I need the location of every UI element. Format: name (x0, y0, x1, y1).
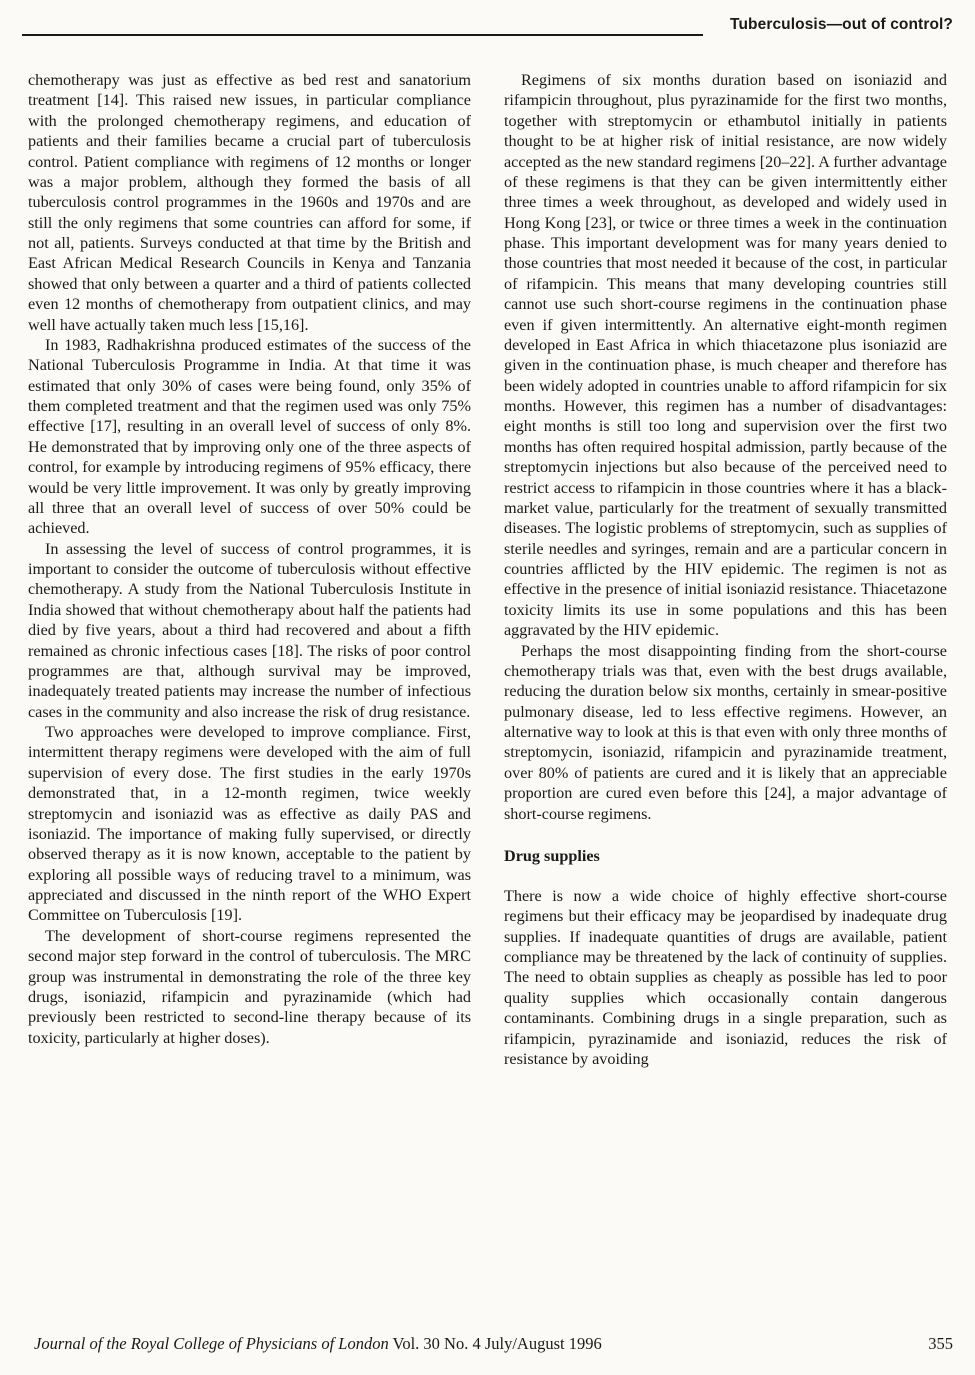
left-column (28, 70, 471, 1048)
paragraph: The development of short-course regimens represented the second major step forward in the control of tuberculosis. The MRC group was instrumental in demonstrating the role of the three key drugs, isoniazid, rifampicin and pyrazinamide (which had previously been restricted to second-line therapy because of its toxicity, particularly at higher doses). (28, 926, 471, 1047)
paragraph: chemotherapy was just as effective as bed rest and sanatorium treatment [14]. This raised new issues, in particular compliance with the prolonged chemotherapy regimens, and education of patients and their families became a crucial part of tuberculosis control. Patient compliance with regimens of 12 months or longer was a major problem, although they formed the basis of all tuberculosis control programmes in the 1960s and 1970s and are still the only regimens that some countries can afford for some, if not all, patients. Surveys conducted at that time by the British and East African Medical Research Councils in Kenya and Tanzania showed that only between a quarter and a third of patients collected even 12 months of chemotherapy from outpatient clinics, and may well have actually taken much less [15,16]. (28, 71, 471, 334)
running-title: Tuberculosis—out of control? (730, 16, 953, 33)
paragraph: In assessing the level of success of control programmes, it is important to consider the outcome of tuberculosis without effective chemotherapy. A study from the National Tuberculosis Institute in India showed that without chemotherapy about half the patients had died by five years, about a third had recovered and about a fifth remained as chronic infectious cases [18]. The risks of poor control programmes are that, although survival may be improved, inadequately treated patients may increase the number of infectious cases in the community and also increase the risk of drug resistance. (28, 539, 471, 721)
right-column (504, 70, 947, 1069)
header-rule (22, 34, 703, 36)
page-footer (34, 1334, 955, 1358)
paragraph: In 1983, Radhakrishna produced estimates of the success of the National Tuberculosis Programme in India. At that time it was estimated that only 30% of cases were being found, only 35% of them completed treatment and that the regimen used was only 75% effective [17], resulting in an overall level of success of only 8%. He demonstrated that by improving only one of the three aspects of control, for example by introducing regimens of 95% efficacy, there would be very little improvement. It was only by greatly improving all three that an overall level of success of over 50% could be achieved. (28, 335, 471, 538)
paragraph: There is now a wide choice of highly effective short-course regimens but their efficacy may be jeopardised by inadequate drug supplies. If inadequate quantities of drugs are available, patient compliance may be threatened by the lack of continuity of supplies. The need to obtain supplies as cheaply as possible has led to poor quality supplies which occasionally contain dangerous contaminants. Combining drugs in a single preparation, such as rifampicin, pyrazinamide and isoniazid, reduces the risk of resistance by avoiding (504, 886, 947, 1068)
paragraph: Two approaches were developed to improve compliance. First, intermittent therapy regimens were developed with the aim of full supervision of every dose. The first studies in the early 1970s demonstrated that, in a 12-month regimen, twice weekly streptomycin and isoniazid was as effective as daily PAS and isoniazid. The importance of making fully supervised, or directly observed therapy as it is now known, acceptable to the patient by exploring all possible ways of reducing travel to a minimum, was appreciated and discussed in the ninth report of the WHO Expert Committee on Tuberculosis [19]. (28, 723, 471, 925)
running-header (22, 12, 953, 42)
paragraph: Regimens of six months duration based on isoniazid and rifampicin throughout, plus pyrazinamide for the first two months, together with streptomycin or ethambutol initially in patients thought to be at higher risk of initial resistance, are now widely accepted as the new standard regimens [20–22]. A further advantage of these regimens is that they can be given intermittently either three times a week throughout, as developed and widely used in Hong Kong [23], or twice or three times a week in the continuation phase. This important development was for many years denied to those countries that most needed it because of the cost, in particular of rifampicin. This means that many developing countries still cannot use such short-course regimens in the continuation phase even if given intermittently. An alternative eight-month regimen developed in East Africa in which thiacetazone plus isoniazid are given in the continuation phase, is much cheaper and therefore has been widely adopted in countries unable to afford rifampicin for six months. However, this regimen has a number of disadvantages: eight months is still too long and supervision over the first two months has often required hospital admission, partly because of the streptomycin injections but also because of the perceived need to restrict access to rifampicin in those countries where it has a black-market value, particularly for the treatment of sexually transmitted diseases. The logistic problems of streptomycin, such as supplies of sterile needles and syringes, remain and are a particular concern in countries afflicted by the HIV epidemic. The regimen is not as effective in the presence of initial isoniazid resistance. Thiacetazone toxicity limits its use in some populations and this has been aggravated by the HIV epidemic. (504, 71, 947, 640)
section-heading: Drug supplies (504, 846, 600, 865)
journal-name: Journal of the Royal College of Physicians of London (34, 1334, 389, 1353)
journal-issue: Vol. 30 No. 4 July/August 1996 (388, 1334, 602, 1353)
page-number: 355 (928, 1334, 953, 1353)
journal-citation (34, 1334, 602, 1353)
paragraph: Perhaps the most disappointing finding from the short-course chemotherapy trials was that, even with the best drugs available, reducing the duration below six months, certainly in smear-positive pulmonary disease, led to less effective regimens. However, an alternative way to look at this is that even with only three months of streptomycin, isoniazid, rifampicin and pyrazinamide treatment, over 80% of patients are cured and it is likely that an appreciable proportion are cured even before this [24], a major advantage of short-course regimens. (504, 641, 947, 823)
